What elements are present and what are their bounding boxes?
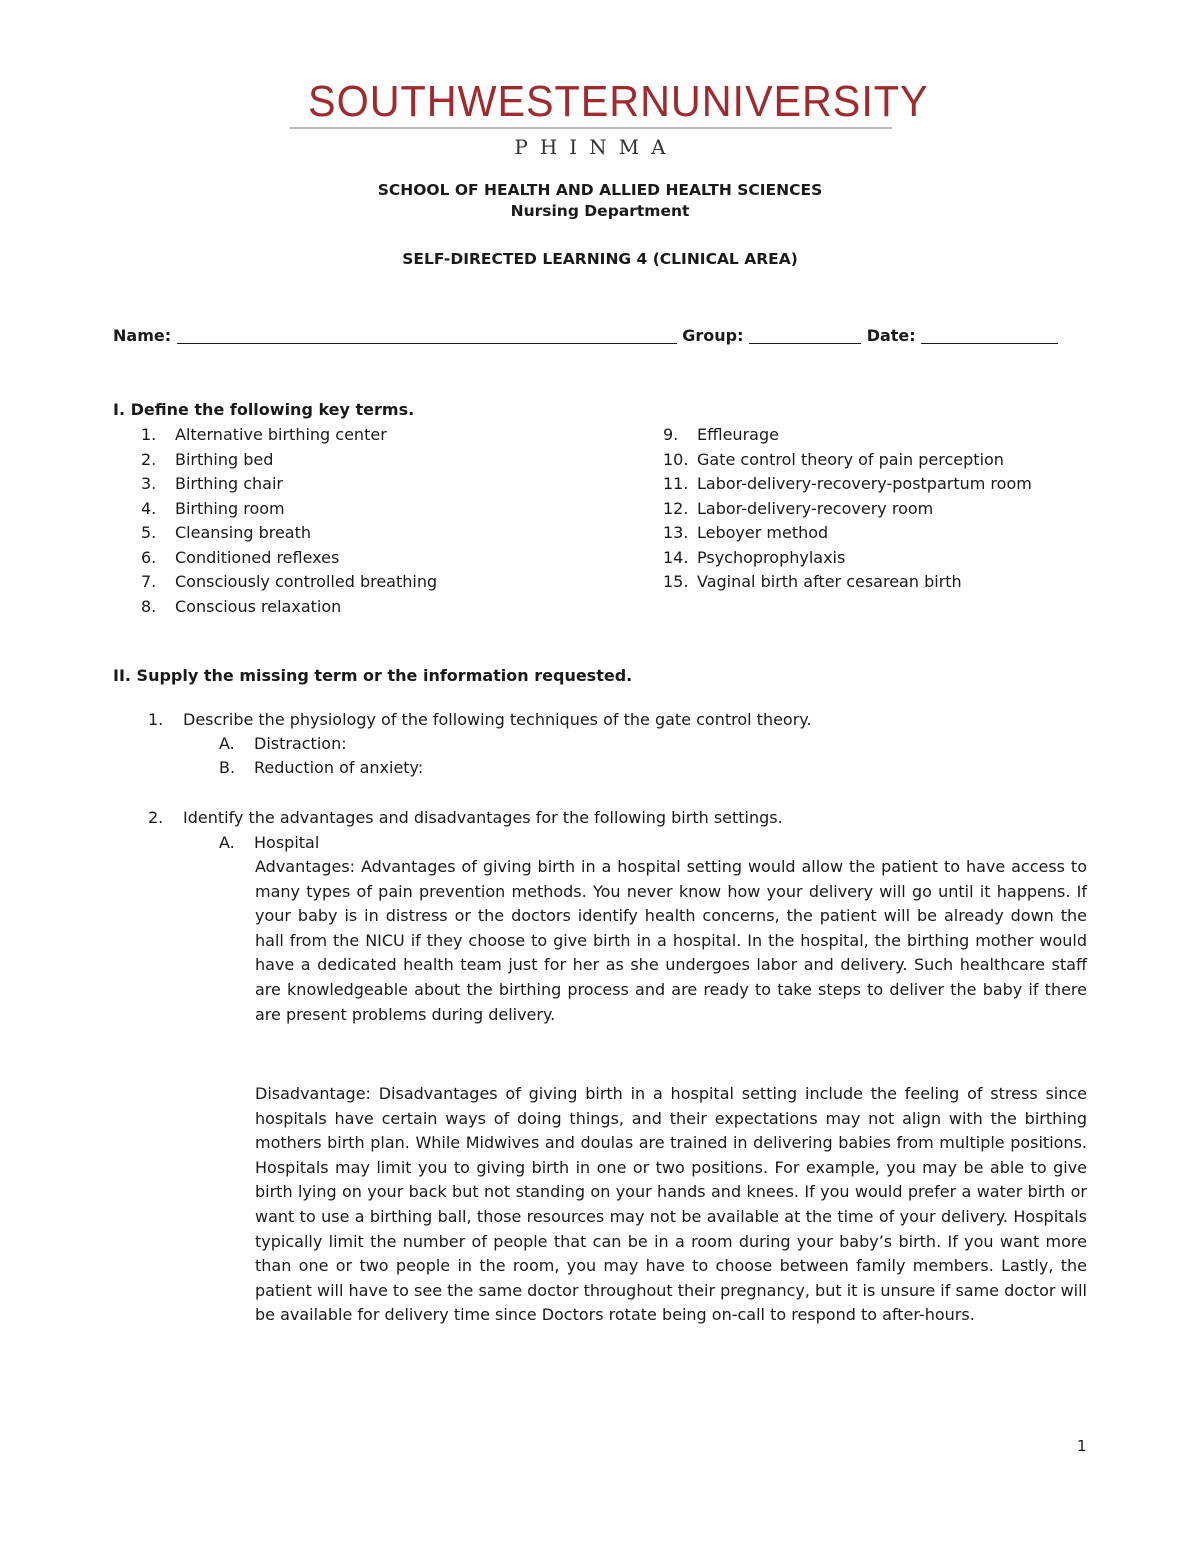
item-number: 4. <box>141 498 157 518</box>
item-text: Alternative birthing center <box>175 425 387 444</box>
item-text: Gate control theory of pain perception <box>697 449 1004 469</box>
advantages-paragraph: Advantages: Advantages of giving birth in a hospital setting would allow the patient to have access to many types of pain prevention methods. You never know how your delivery will go until it happens. If your baby is in distress or the doctors identify health concerns, the patient will be already down the hall from the NICU if they choose to give birth in a hospital. In the hospital, the birthing mother would have a dedicated health team just for her as she undergoes labor and delivery. Such healthcare staff are knowledgeable about the birthing process and are ready to take steps to deliver the baby if there are present problems during delivery. <box>255 857 1087 1024</box>
disadvantages-paragraph: Disadvantage: Disadvantages of giving birth in a hospital setting include the feeling of stress since hospitals have certain ways of doing things, and their expectations may not align with the birthing mothers birth plan. While Midwives and doulas are trained in delivering babies from multiple positions. Hospitals may limit you to giving birth in one or two positions. For example, you may be able to give birth lying on your back but not standing on your hands and knees. If you would prefer a water birth or want to use a birthing ball, those resources may not be available at the time of your delivery. Hospitals typically limit the number of people that can be in a room during your baby’s birth. If you want more than one or two people in the room, you may have to choose between family members. Lastly, the patient will have to see the same doctor throughout their pregnancy, but it is unsure if same doctor will be available for delivery time since Doctors rotate being on-call to respond to after-hours. <box>255 1084 1087 1325</box>
question-1b-label: B. <box>219 758 236 777</box>
school-name: SCHOOL OF HEALTH AND ALLIED HEALTH SCIENCES <box>377 181 823 199</box>
item-text: Consciously controlled breathing <box>175 572 438 591</box>
logo-divider <box>290 127 892 129</box>
item-number: 2. <box>141 449 157 469</box>
item-text: Labor-delivery-recovery-postpartum room <box>697 474 1032 493</box>
item-number: 7. <box>141 572 157 591</box>
question-1a-text: Distraction: <box>254 734 347 753</box>
item-text: Leboyer method <box>697 523 829 542</box>
question-2a-text: Hospital <box>254 833 320 852</box>
section-2-heading: II. Supply the missing term or the information requested. <box>113 666 633 685</box>
item-text: Birthing room <box>175 498 285 518</box>
item-text: Conscious relaxation <box>175 596 342 616</box>
date-label: Date: <box>866 326 916 345</box>
item-text: Birthing chair <box>175 474 284 493</box>
name-blank[interactable] <box>177 327 677 344</box>
item-number: 14. <box>663 547 689 567</box>
document-title: SELF-DIRECTED LEARNING 4 (CLINICAL AREA) <box>402 250 798 268</box>
item-text: Cleansing breath <box>175 523 312 542</box>
question-2-text: Identify the advantages and disadvantages for the following birth settings. <box>183 808 783 827</box>
student-info-row <box>113 326 1058 346</box>
logo-wordmark: SOUTHWESTERNUNIVERSITY <box>308 77 929 126</box>
item-number: 8. <box>141 596 157 616</box>
page-number: 1 <box>1077 1437 1087 1455</box>
department-name: Nursing Department <box>510 202 690 220</box>
logo-subtitle: PHINMA <box>514 135 678 159</box>
item-number: 15. <box>663 572 689 591</box>
item-text: Psychoprophylaxis <box>697 547 846 567</box>
item-number: 3. <box>141 474 157 493</box>
item-number: 11. <box>663 474 689 493</box>
item-number: 12. <box>663 498 689 518</box>
item-text: Conditioned reflexes <box>175 547 340 567</box>
university-logo <box>290 77 929 159</box>
section-1-heading: I. Define the following key terms. <box>113 400 415 419</box>
item-text: Birthing bed <box>175 449 274 469</box>
question-1a-label: A. <box>219 734 235 753</box>
item-number: 6. <box>141 547 157 567</box>
item-number: 5. <box>141 523 157 542</box>
name-label: Name: <box>113 326 172 345</box>
item-number: 1. <box>141 425 157 444</box>
group-label: Group: <box>682 326 744 345</box>
question-1-text: Describe the physiology of the following techniques of the gate control theory. <box>183 710 812 729</box>
question-1b-text: Reduction of anxiety: <box>254 758 424 777</box>
item-number: 9. <box>663 425 679 444</box>
date-blank[interactable] <box>921 327 1058 344</box>
item-text: Vaginal birth after cesarean birth <box>697 572 962 591</box>
group-blank[interactable] <box>749 327 861 344</box>
item-text: Labor-delivery-recovery room <box>697 498 934 518</box>
item-number: 10. <box>663 449 689 469</box>
item-number: 13. <box>663 523 689 542</box>
item-text: Effleurage <box>697 425 779 444</box>
question-2-number: 2. <box>148 808 164 827</box>
question-1-number: 1. <box>148 710 164 729</box>
question-2a-label: A. <box>219 833 235 852</box>
